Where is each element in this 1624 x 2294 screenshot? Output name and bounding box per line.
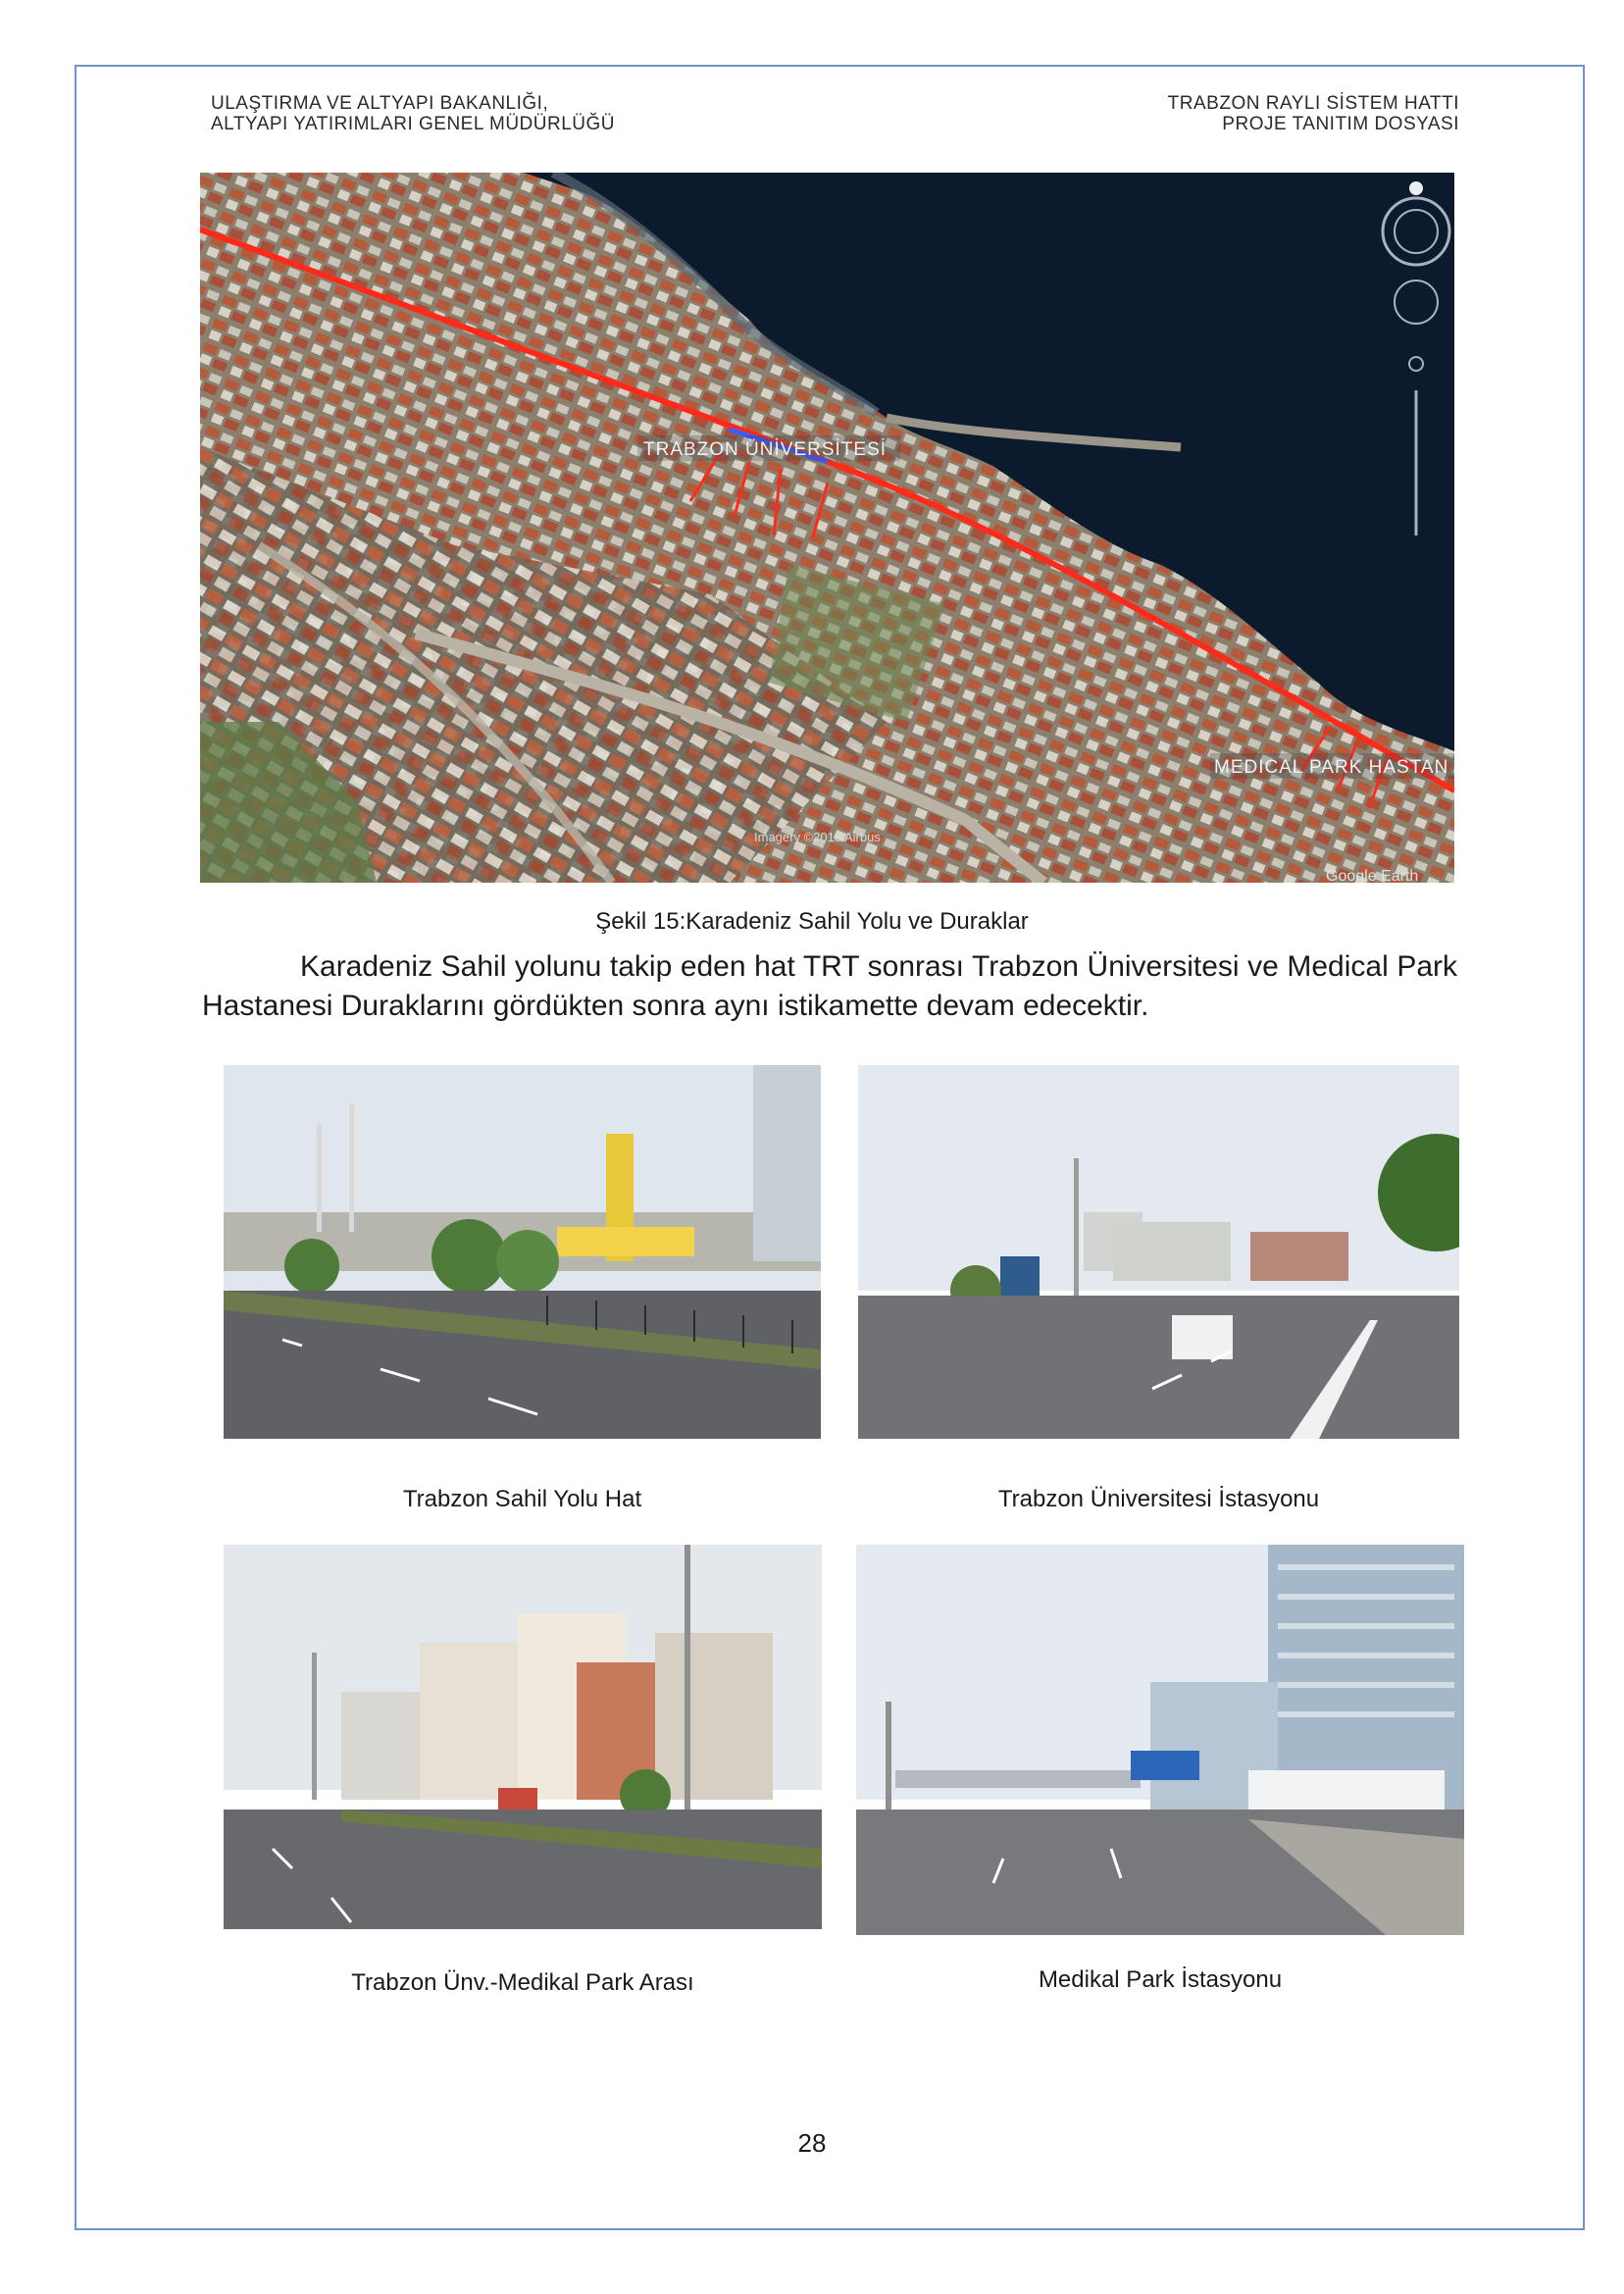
map-label-hospital: MEDICAL PARK HASTAN (1214, 757, 1449, 778)
figure-caption: Şekil 15:Karadeniz Sahil Yolu ve Duraklar (595, 908, 1029, 935)
photo-university-station (858, 1065, 1459, 1439)
map-imagery-credit: Imagery ©2018 Airbus (754, 830, 881, 844)
photo-caption-medikal-station: Medikal Park İstasyonu (1038, 1966, 1283, 1993)
photo-caption-univ-medikal-section: Trabzon Ünv.-Medikal Park Arası (351, 1969, 694, 1996)
photo-univ-medikal-section (224, 1545, 822, 1929)
aerial-map (200, 173, 1454, 883)
photo-caption-university-station: Trabzon Üniversitesi İstasyonu (997, 1486, 1320, 1512)
page-number: 28 (797, 2128, 827, 2158)
map-watermark: Google Earth (1326, 868, 1419, 883)
photo-medikal-station (856, 1545, 1464, 1935)
body-paragraph-text: Karadeniz Sahil yolunu takip eden hat TRT sonrası Trabzon Üniversitesi ve Medical Park Hastanesi Duraklarını gördükten sonra aynı istikamette devam edecektir. (202, 950, 1457, 1022)
photo-caption-coastal-road: Trabzon Sahil Yolu Hat (402, 1486, 642, 1512)
header-ministry: ULAŞTIRMA VE ALTYAPI BAKANLIĞI, (211, 93, 549, 114)
map-label-university: TRABZON ÜNİVERSİTESİ (643, 439, 888, 460)
body-paragraph (202, 947, 1457, 1026)
header-document-type: PROJE TANITIM DOSYASI (1222, 114, 1459, 134)
photo-coastal-road (224, 1065, 821, 1439)
header-directorate: ALTYAPI YATIRIMLARI GENEL MÜDÜRLÜĞÜ (211, 114, 616, 134)
header-left (211, 93, 615, 134)
header-right (1168, 93, 1459, 134)
header-project: TRABZON RAYLI SİSTEM HATTI (1167, 93, 1459, 114)
